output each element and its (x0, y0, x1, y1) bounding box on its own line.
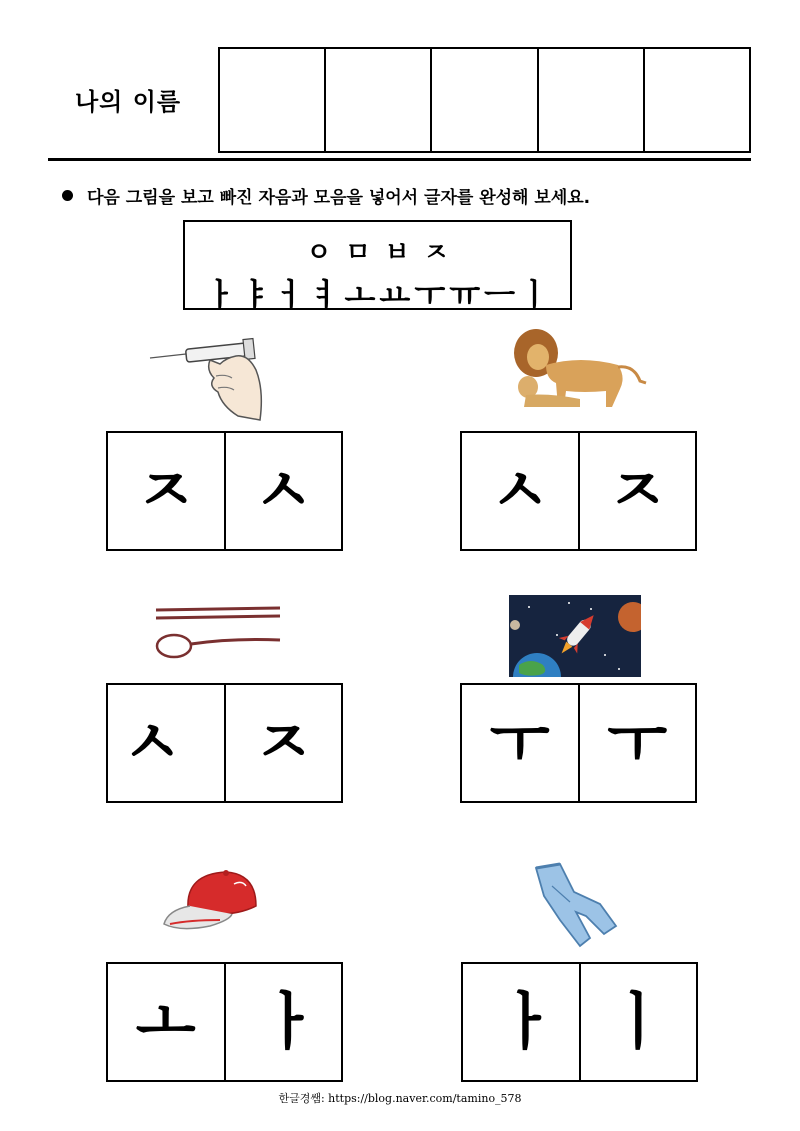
lion-icon (500, 325, 650, 409)
answer-cell[interactable] (462, 685, 580, 801)
pants-icon (530, 862, 620, 948)
name-box[interactable] (539, 49, 645, 151)
answer-cell[interactable] (108, 685, 226, 801)
name-label: 나의 이름 (75, 88, 182, 116)
answer-pair-3 (106, 683, 343, 803)
answer-pair-2 (460, 431, 697, 551)
jamo-hint: ㅅ (489, 454, 550, 527)
answer-pair-6 (461, 962, 698, 1082)
answer-cell[interactable] (226, 433, 342, 549)
answer-cell[interactable] (226, 964, 342, 1080)
jamo-hint: ㅜ (607, 706, 668, 779)
answer-cell[interactable] (580, 433, 696, 549)
name-boxes (218, 47, 751, 153)
bank-vowel: ㅓ (274, 276, 306, 314)
jamo-hint: ㅏ (259, 985, 319, 1058)
syringe-icon (148, 330, 268, 422)
jamo-hint: ㅜ (489, 706, 550, 779)
spoon-chopsticks-icon (152, 602, 284, 662)
instruction-text: 다음 그림을 보고 빠진 자음과 모음을 넣어서 글자를 완성해 보세요. (87, 188, 591, 208)
jamo-hint: ㅗ (135, 985, 196, 1058)
jamo-hint: ㅈ (135, 454, 196, 527)
answer-cell[interactable] (463, 964, 581, 1080)
answer-cell[interactable] (226, 685, 342, 801)
jamo-hint: ㅈ (607, 454, 668, 527)
jamo-hint: ㅅ (253, 454, 314, 527)
bank-vowel: ㅑ (239, 276, 271, 314)
space-rocket-icon (509, 595, 641, 677)
jamo-hint: ㅏ (496, 985, 557, 1058)
name-box[interactable] (326, 49, 432, 151)
name-box[interactable] (645, 49, 749, 151)
name-box[interactable] (220, 49, 326, 151)
bank-consonants: ㅇㅁㅂㅈ (306, 238, 463, 268)
jamo-hint: ㅈ (253, 706, 314, 779)
answer-cell[interactable] (462, 433, 580, 549)
bank-vowel: ㅛ (379, 276, 411, 314)
answer-cell[interactable] (108, 964, 226, 1080)
header-divider (48, 158, 751, 161)
jamo-hint: ㅅ (122, 706, 182, 779)
name-box[interactable] (432, 49, 538, 151)
answer-cell[interactable] (580, 685, 696, 801)
bank-vowel: ㅠ (449, 276, 481, 314)
letter-bank (183, 220, 572, 314)
bank-vowels (185, 270, 570, 316)
footer-credit: 한글경쌤: https://blog.naver.com/tamino_578 (278, 1092, 522, 1105)
answer-pair-1 (106, 431, 343, 551)
bank-vowel: ㅡ (484, 276, 516, 314)
cap-icon (160, 866, 264, 938)
bullet-icon (62, 190, 73, 201)
bank-vowel: ㅣ (518, 276, 550, 314)
bank-vowel: ㅗ (344, 276, 376, 314)
bank-vowel: ㅏ (204, 276, 236, 314)
answer-pair-5 (106, 962, 343, 1082)
bank-vowel: ㅜ (414, 276, 446, 314)
jamo-hint: ㅣ (608, 985, 669, 1058)
instruction (62, 183, 590, 208)
answer-pair-4 (460, 683, 697, 803)
answer-cell[interactable] (108, 433, 226, 549)
bank-vowel: ㅕ (309, 276, 341, 314)
answer-cell[interactable] (581, 964, 697, 1080)
